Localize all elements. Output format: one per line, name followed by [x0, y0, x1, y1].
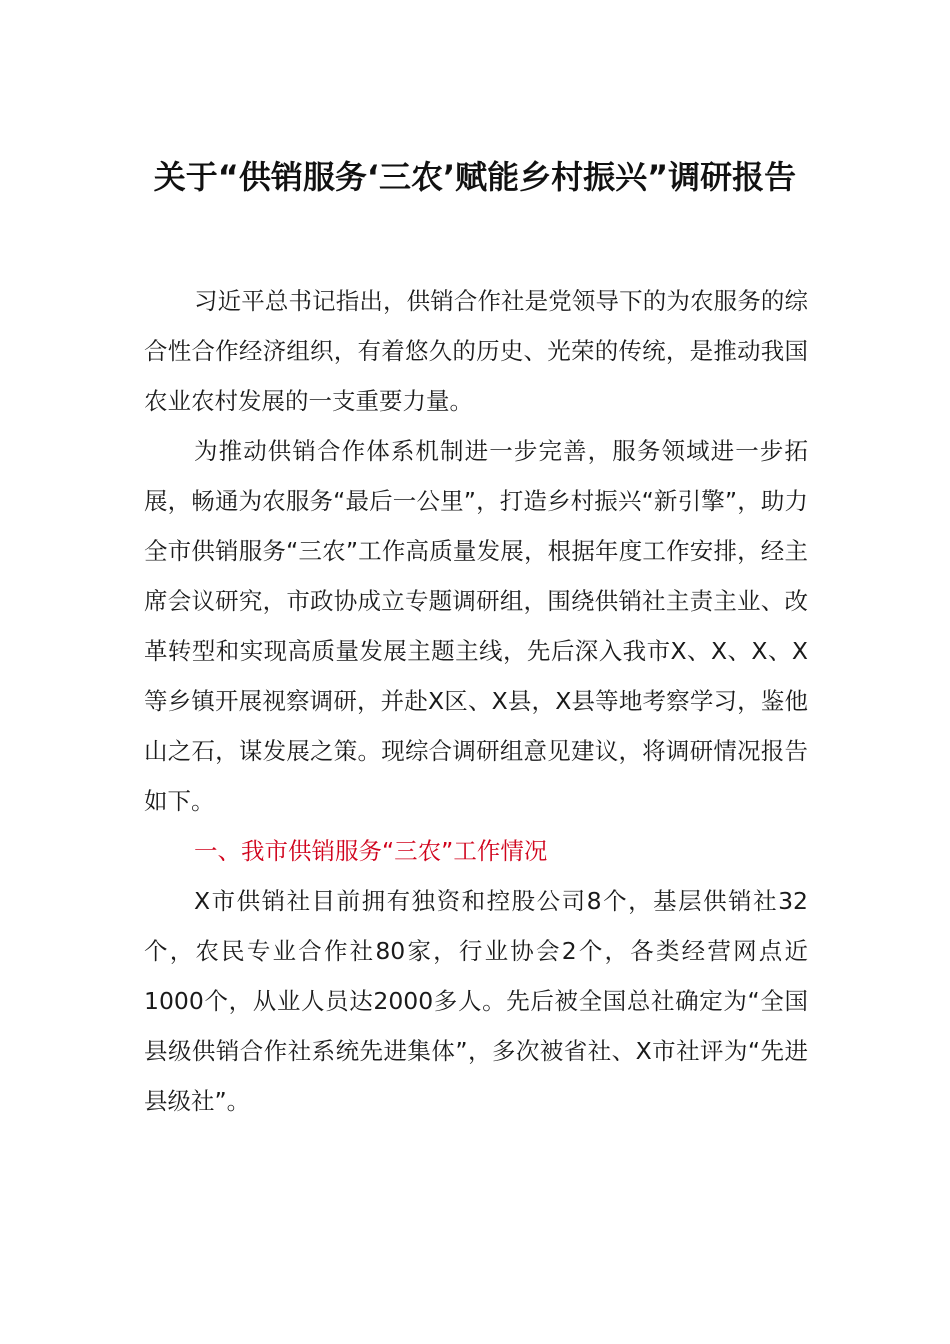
document-body: [144, 276, 808, 1126]
intro-paragraph: 习近平总书记指出，供销合作社是党领导下的为农服务的综合性合作经济组织，有着悠久的历史、光荣的传统，是推动我国农业农村发展的一支重要力量。: [144, 287, 808, 415]
section-paragraph: X市供销社目前拥有独资和控股公司8个，基层供销社32个，农民专业合作社80家，行业协会2个，各类经营网点近1000个，从业人员达2000多人。先后被全国总社确定为“全国县级供销合作社系统先进集体”，多次被省社、X市社评为“先进县级社”。: [144, 887, 808, 1115]
purpose-paragraph: 为推动供销合作体系机制进一步完善，服务领域进一步拓展，畅通为农服务“最后一公里”，打造乡村振兴“新引擎”，助力全市供销服务“三农”工作高质量发展，根据年度工作安排，经主席会议研究，市政协成立专题调研组，围绕供销社主责主业、改革转型和实现高质量发展主题主线，先后深入我市X、X、X、X等乡镇开展视察调研，并赴X区、X县，X县等地考察学习，鉴他山之石，谋发展之策。现综合调研组意见建议，将调研情况报告如下。: [144, 437, 808, 815]
section-heading: 一、我市供销服务“三农”工作情况: [194, 837, 548, 865]
document-title: 关于“供销服务‘三农’赋能乡村振兴”调研报告: [153, 158, 797, 196]
